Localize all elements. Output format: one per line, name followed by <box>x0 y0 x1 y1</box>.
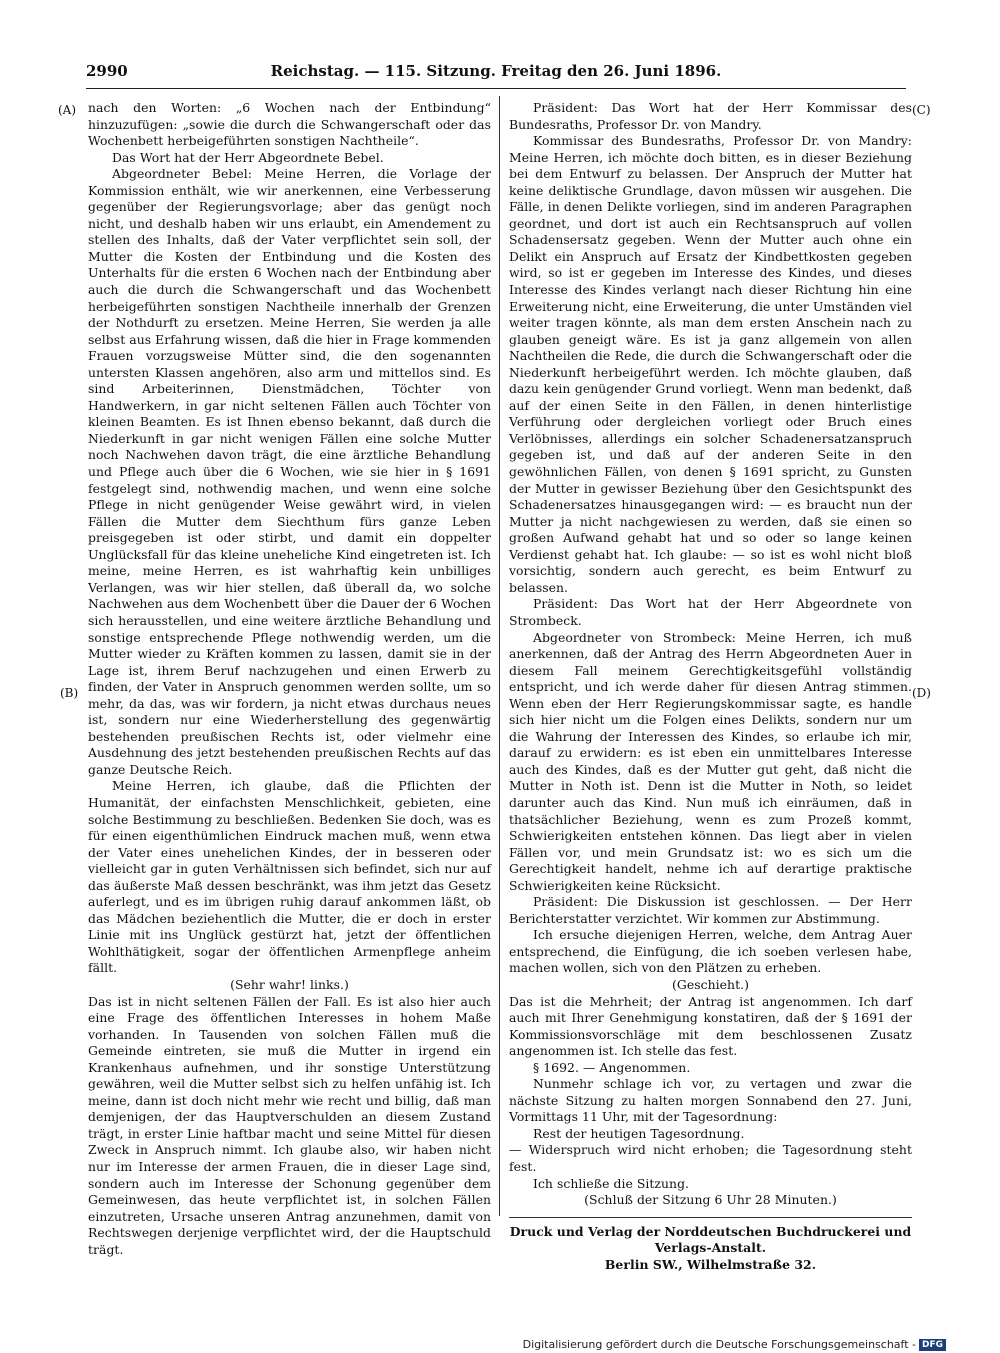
closing-line: Ich schließe die Sitzung. <box>533 1175 690 1191</box>
speech-bebel: Abgeordneter Bebel: Meine Herren, die Vorlage der Kommission enthält, wie wir anerkennen, eine Verbesserung gegenüber der Regierungsvorlage; aber das genügt noch nicht, und deshalb haben wir uns erlaubt, ein Amendement zu stellen des Inhalts, daß der Vater verpflichtet sein soll, der Mutter die Kosten der Entbindung und die Kosten des Unterhalts für die ersten 6 Wochen nach der Entbindung aber auch die durch die Schwangerschaft und das Wochenbett herbeigeführten sonstigen Nachtheile innerhalb der Grenzen der Nothdurft zu ersetzen. Meine Herren, Sie werden ja alle selbst aus Erfahrung wissen, daß die hier in Frage kommenden Frauen vorzugsweise Mütter sind, die den sogenannten untersten Klassen angehören, also arm und mittellos sind. Es sind Arbeiterinnen, Dienstmädchen, Töchter von Handwerkern, in gar nicht seltenen Fällen auch Töchter von kleinen Beamten. Es ist Ihnen ebenso bekannt, daß durch die Niederkunft in gar nicht wenigen Fällen eine solche Mutter noch Nachwehen davon trägt, die eine ärztliche Behandlung und Pflege auch über die 6 Wochen, wie sie hier in § 1691 festgelegt sind, nothwendig machen, und wenn eine solche Pflege in nicht genügender Weise gewährt wird, in vielen Fällen die Mutter dem Siechthum fürs ganze Leben preisgegeben ist oder stirbt, und damit ein doppelter Unglücksfall für das kleine uneheliche Kind eingetreten ist. Ich meine, meine Herren, es ist wahrhaftig kein unbilliges Verlangen, was wir hier stellen, daß überall da, wo solche Nachwehen aus dem Wochenbett über die Dauer der 6 Wochen sich herausstellen, und eine weitere ärztliche Behandlung und sonstige entsprechende Pflege nothwendig werden, um die Mutter wieder zu Kräften kommen zu lassen, damit sie in der Lage ist, ihrem Beruf nachzugehen und einen Erwerb zu finden, der Vater in Anspruch genommen werden sollte, um so mehr, da das, was wir fordern, ja nicht etwas durchaus neues ist, sondern nur eine Wiederherstellung des gegenwärtig bestehenden preußischen Rechts ist, oder vielmehr eine Ausdehnung des jetzt bestehenden preußischen Rechts auf das ganze Deutsche Reich. <box>88 166 491 777</box>
vote-result: Das ist die Mehrheit; der Antrag ist angenommen. Ich darf auch mit Ihrer Genehmigung konstatiren, daß der § 1691 der Kommissionsvorschläge mit dem beschlossenen Zusatz angenommen ist. Ich stelle das fest. <box>509 993 912 1059</box>
president-line: Präsident: Das Wort hat der Herr Kommissar des Bundesraths, Professor Dr. von Mandry. <box>509 100 912 132</box>
adjournment-proposal: Nunmehr schlage ich vor, zu vertagen und zwar die nächste Sitzung zu halten morgen Sonnabend den 27. Juni, Vormittags 11 Uhr, mit der Tagesordnung: <box>509 1076 912 1125</box>
president-line: Präsident: Das Wort hat der Herr Abgeordnete von Strombeck. <box>509 596 912 628</box>
dfg-logo: DFG <box>919 1339 946 1351</box>
speech-bebel-end: Das ist in nicht seltenen Fällen der Fall. Es ist also hier auch eine Frage des öffentlichen Interesses in hohem Maße vorhanden. In Tausenden von solchen Fällen muß die Gemeinde eintreten, sie muß die Mutter in irgend ein Krankenhaus aufnehmen, und ihr sonstige Unterstützung gewähren, weil die Mutter selbst sich zu helfen unfähig ist. Ich meine, dann ist doch nicht mehr wie recht und billig, daß man demjenigen, der das Hauptverschulden an diesem Zustand trägt, in erster Linie haftbar macht und seine Mittel für diesen Zweck in Anspruch nimmt. Ich glaube also, wir haben nicht nur im Interesse der armen Frauen, die in dieser Lage sind, sondern auch im Interesse der Schonung gegenüber dem Gemeinwesen, das heute verpflichtet ist, in solchen Fällen einzutreten, Ursache unseren Antrag anzunehmen, damit von Rechtswegen derjenige verpflichtet wird, der die Hauptschuld trägt. <box>88 993 491 1257</box>
speech-mandry: Kommissar des Bundesraths, Professor Dr. von Mandry: Meine Herren, ich möchte doch bitten, es in dieser Beziehung bei dem Entwurf zu belassen. Der Anspruch der Mutter hat keine deliktische Grundlage, davon müssen wir ausgehen. Die Fälle, in denen Delikte vorliegen, sind im anderen Paragraphen geordnet, und dort ist auch ein Rechtsanspruch auf vollen Schadensersatz gegeben. Wenn der Mutter auch ohne ein Delikt ein Anspruch auf Ersatz der Kindbettkosten gegeben wird, so ist er gegeben im Interesse des Kindes, und dieses Interesse des Kindes verlangt nach dieser Richtung hin eine Erweiterung nicht, eine Erweiterung, die unter Umständen viel weiter tragen könnte, als man dem ersten Anschein nach zu glauben geneigt wäre. Es ist ja ganz allgemein von allen Nachtheilen die Rede, die durch die Schwangerschaft oder die Niederkunft herbeigeführt werden. Ich möchte glauben, daß dazu kein genügender Grund vorliegt. Wenn man bedenkt, daß auf der einen Seite in den Fällen, in denen hinterlistige Verführung oder dergleichen vorliegt oder Bruch eines Verlöbnisses, allerdings ein solcher Schadenersatzanspruch gegeben ist, und daß auf der anderen Seite in den gewöhnlichen Fällen, von denen § 1691 spricht, zu Gunsten der Mutter in gewisser Beziehung über den Gesichtspunkt des Schadenersatzes hinausgegangen wird: — es braucht nun der Mutter ja nicht nachgewiesen zu werden, daß sie einen so großen Aufwand gehabt hat und so oder so lange keinen Verdienst gehabt hat. Ich glaube: — so ist es wohl nicht bloß vorsichtig, sondern auch gerecht, es beim Entwurf zu belassen. <box>509 133 912 595</box>
section-adopted: § 1692. — Angenommen. <box>533 1059 691 1075</box>
imprint-line-1: Druck und Verlag der Norddeutschen Buchdruckerei und Verlags-Anstalt. <box>509 1223 912 1256</box>
margin-marker-a: (A) <box>58 103 77 117</box>
speech-bebel-cont: Meine Herren, ich glaube, daß die Pflichten der Humanität, der einfachsten Menschlichkeit, gebieten, eine solche Bestimmung zu beschließen. Bedenken Sie doch, was es für einen eigenthümlichen Eindruck machen muß, wenn etwa der Vater eines unehelichen Kindes, der in besseren oder vielleicht gar in guten Verhältnissen sich befindet, sich nur auf das äußerste Maß dessen beschränkt, was ihm jetzt das Gesetz auferlegt, und es im übrigen ruhig darauf ankommen läßt, ob das Mädchen beziehentlich die Mutter, die er doch in erster Linie mit ins Unglück gestürzt hat, jetzt der öffentlichen Wohlthätigkeit, sogar der öffentlichen Armenpflege anheim fällt. <box>88 778 491 976</box>
agenda-item: Rest der heutigen Tagesordnung. <box>533 1125 745 1141</box>
session-end: (Schluß der Sitzung 6 Uhr 28 Minuten.) <box>584 1192 837 1208</box>
amendment-text: nach den Worten: „6 Wochen nach der Entbindung“ hinzuzufügen: „sowie die durch die Schwangerschaft oder das Wochenbett herbeigeführten sonstigen Nachtheile“. <box>88 100 491 149</box>
president-line: Präsident: Die Diskussion ist geschlossen. — Der Herr Berichterstatter verzichtet. Wir kommen zur Abstimmung. <box>509 894 912 926</box>
speech-strombeck: Abgeordneter von Strombeck: Meine Herren, ich muß anerkennen, daß der Antrag des Herrn Abgeordneten Auer in diesem Fall meinem Gerechtigkeitsgefühl vollständig entspricht, und ich werde daher für diesen Antrag stimmen. Wenn eben der Herr Regierungskommissar sagte, es handle sich hier nicht um die Folgen eines Delikts, sondern nur um die Wahrung der Interessen des Kindes, so erlaube ich mir, darauf zu erwidern: es ist eben ein unmittelbares Interesse auch des Kindes, daß es der Mutter gut geht, daß nicht die Mutter in Noth ist. Denn ist die Mutter in Noth, so leidet darunter auch das Kind. Nun muß ich einräumen, daß in thatsächlicher Beziehung, wenn es zum Prozeß kommt, Schwierigkeiten entstehen können. Das liegt aber in vielen Fällen vor, und mein Grundsatz ist: wo es sich um die Gerechtigkeit handelt, nehme ich auf derartige praktische Schwierigkeiten keine Rücksicht. <box>509 629 912 893</box>
imprint-line-2: Berlin SW., Wilhelmstraße 32. <box>604 1256 817 1272</box>
header-rule <box>86 88 906 89</box>
left-column <box>88 100 491 1258</box>
margin-marker-b: (B) <box>60 686 79 700</box>
page-number: 2990 <box>86 62 128 80</box>
stage-direction: (Geschieht.) <box>672 976 749 992</box>
vote-call: Ich ersuche diejenigen Herren, welche, dem Antrag Auer entsprechend, die Einfügung, die ich soeben verlesen habe, machen wollen, sich von den Plätzen zu erheben. <box>509 927 912 976</box>
president-line: Das Wort hat der Herr Abgeordnete Bebel. <box>112 149 384 165</box>
running-title: Reichstag. — 115. Sitzung. Freitag den 26. Juni 1896. <box>270 62 722 80</box>
digitization-note <box>523 1338 946 1351</box>
right-column <box>509 100 912 1273</box>
agenda-fixed: — Widerspruch wird nicht erhoben; die Tagesordnung steht fest. <box>509 1142 912 1174</box>
interjection: (Sehr wahr! links.) <box>230 976 349 992</box>
page-header <box>86 60 906 86</box>
margin-marker-d: (D) <box>912 686 931 700</box>
digitization-text: Digitalisierung gefördert durch die Deutsche Forschungsgemeinschaft - <box>522 1338 916 1351</box>
margin-marker-c: (C) <box>912 103 931 117</box>
column-divider <box>499 96 500 1216</box>
imprint-rule <box>509 1217 912 1218</box>
